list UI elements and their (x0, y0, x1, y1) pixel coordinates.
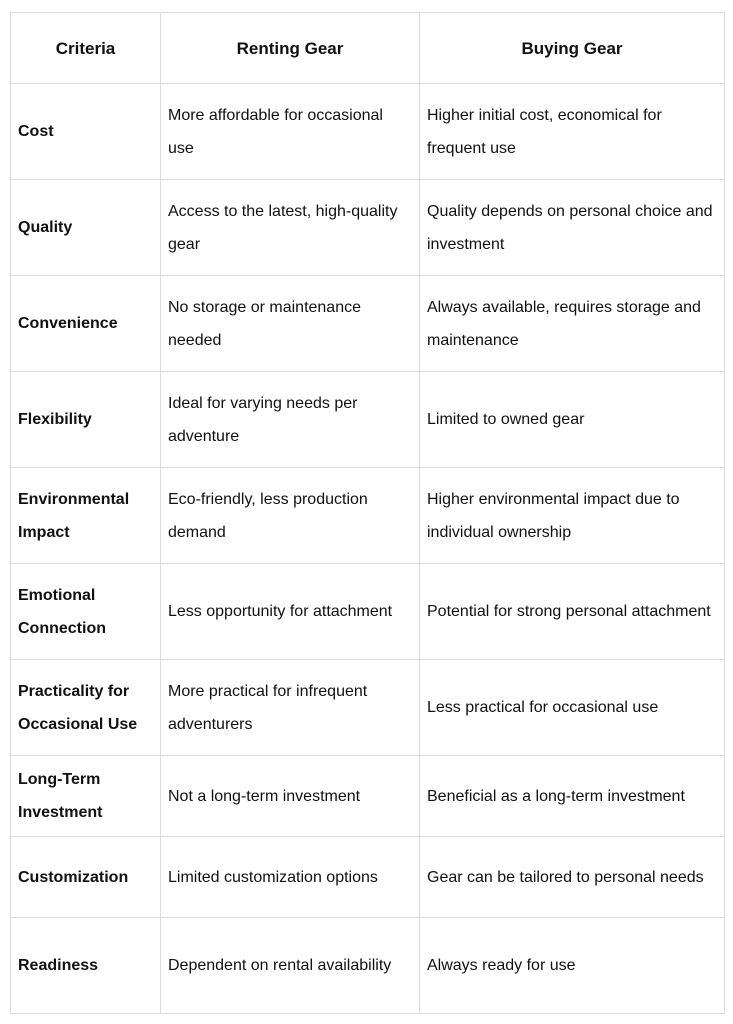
buying-cell: Beneficial as a long-term investment (420, 756, 725, 837)
renting-cell: More practical for infrequent adventurers (161, 660, 420, 756)
buying-cell: Always ready for use (420, 918, 725, 1014)
renting-cell: Not a long-term investment (161, 756, 420, 837)
criteria-cell: Customization (11, 837, 161, 918)
header-renting-gear: Renting Gear (161, 13, 420, 84)
table-row (11, 468, 725, 564)
table-row (11, 372, 725, 468)
buying-cell: Potential for strong personal attachment (420, 564, 725, 660)
criteria-cell: Convenience (11, 276, 161, 372)
buying-cell: Gear can be tailored to personal needs (420, 837, 725, 918)
renting-cell: No storage or maintenance needed (161, 276, 420, 372)
comparison-table (10, 12, 725, 1014)
table-row (11, 276, 725, 372)
criteria-cell: Cost (11, 84, 161, 180)
header-criteria: Criteria (11, 13, 161, 84)
header-row (11, 13, 725, 84)
header-buying-gear: Buying Gear (420, 13, 725, 84)
table-row (11, 180, 725, 276)
buying-cell: Higher environmental impact due to individual ownership (420, 468, 725, 564)
table-row (11, 837, 725, 918)
renting-cell: Ideal for varying needs per adventure (161, 372, 420, 468)
buying-cell: Always available, requires storage and maintenance (420, 276, 725, 372)
table-row (11, 84, 725, 180)
table-row (11, 918, 725, 1014)
buying-cell: Higher initial cost, economical for frequent use (420, 84, 725, 180)
criteria-cell: Emotional Connection (11, 564, 161, 660)
renting-cell: Limited customization options (161, 837, 420, 918)
renting-cell: Less opportunity for attachment (161, 564, 420, 660)
renting-cell: Dependent on rental availability (161, 918, 420, 1014)
renting-cell: Eco-friendly, less production demand (161, 468, 420, 564)
criteria-cell: Flexibility (11, 372, 161, 468)
criteria-cell: Environmental Impact (11, 468, 161, 564)
table-row (11, 756, 725, 837)
renting-cell: More affordable for occasional use (161, 84, 420, 180)
buying-cell: Less practical for occasional use (420, 660, 725, 756)
criteria-cell: Practicality for Occasional Use (11, 660, 161, 756)
renting-cell: Access to the latest, high-quality gear (161, 180, 420, 276)
table-body (11, 84, 725, 1014)
table-row (11, 564, 725, 660)
criteria-cell: Quality (11, 180, 161, 276)
buying-cell: Quality depends on personal choice and investment (420, 180, 725, 276)
table-row (11, 660, 725, 756)
buying-cell: Limited to owned gear (420, 372, 725, 468)
table-header (11, 13, 725, 84)
criteria-cell: Readiness (11, 918, 161, 1014)
criteria-cell: Long-Term Investment (11, 756, 161, 837)
